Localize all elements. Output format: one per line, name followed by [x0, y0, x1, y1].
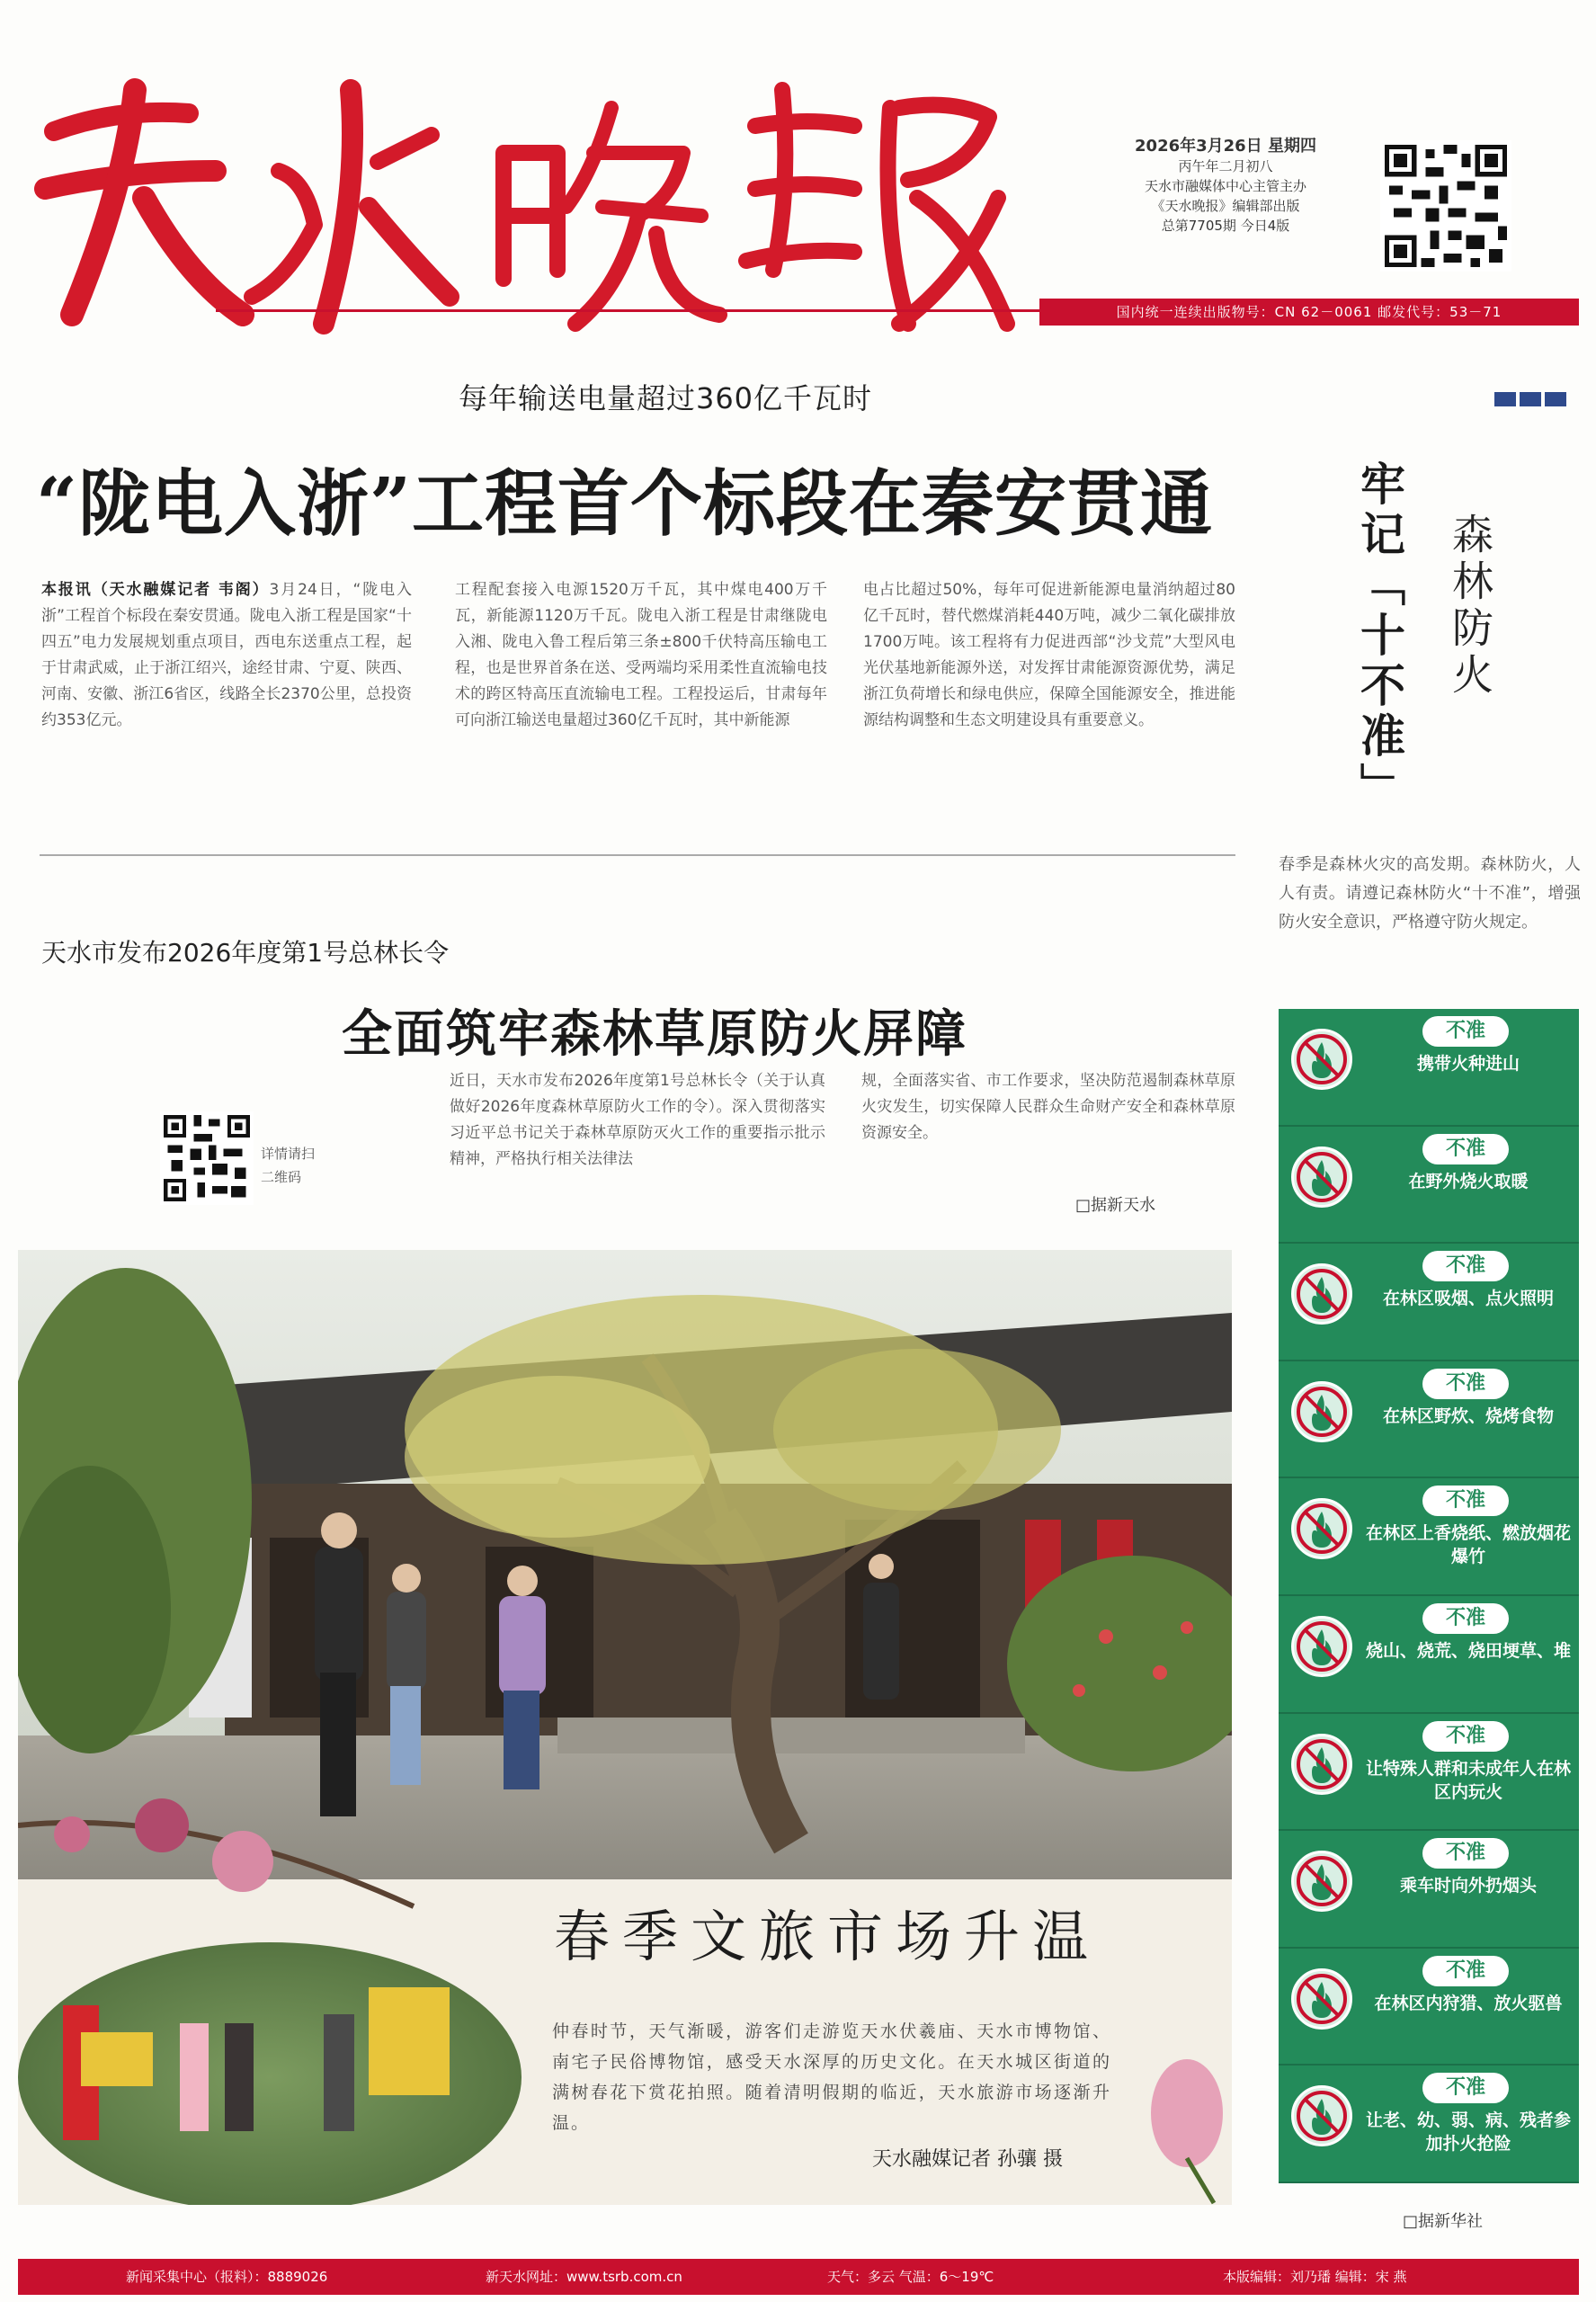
no-fire-icon: [1291, 2085, 1352, 2146]
fire-intro-text: 春季是森林火灾的高发期。森林防火，人人有责。请遵记森林防火“十不准”，增强防火安全意识，严格遵守防火规定。: [1279, 855, 1581, 932]
date-block: [1104, 137, 1347, 236]
fire-rule-item: [1279, 1009, 1579, 1127]
no-fire-icon: [1291, 1263, 1352, 1325]
fire-rules-title: 牢记「十不准」: [1353, 460, 1406, 813]
rule-text: 乘车时向外扔烟头: [1399, 1876, 1537, 1896]
no-fire-icon: [1291, 1029, 1352, 1090]
rule-text: 烧山、烧荒、烧田埂草、堆: [1365, 1641, 1571, 1661]
fire-rule-item: [1279, 1361, 1579, 1479]
second-headline[interactable]: 全面筑牢森林草原防火屏障: [342, 1004, 967, 1064]
rule-divider: [1279, 2182, 1579, 2183]
rule-text: 在野外烧火取暖: [1408, 1171, 1529, 1191]
lead-headline[interactable]: “陇电入浙”工程首个标段在秦安贯通: [36, 461, 1214, 546]
footer-site[interactable]: 新天水网址：www.tsrb.com.cn: [486, 2269, 682, 2285]
second-credit: □据新天水: [1075, 1196, 1156, 1215]
rule-badge: 不准: [1422, 1721, 1509, 1752]
footer-bar: [18, 2259, 1579, 2295]
qr-caption: 详情请扫二维码: [261, 1146, 316, 1185]
corner-dots-ornament: [1494, 392, 1575, 406]
rule-text: 在林区上香烧纸、燃放烟花爆竹: [1365, 1523, 1571, 1567]
rule-badge: 不准: [1422, 1838, 1509, 1869]
fire-rule-item: [1279, 2066, 1579, 2183]
rule-badge: 不准: [1422, 1016, 1509, 1047]
qr-code-icon[interactable]: [158, 1111, 255, 1205]
lunar-date: 丙午年二月初八: [1178, 158, 1273, 174]
photo-headline[interactable]: 春季文旅市场升温: [554, 1904, 1101, 1969]
no-fire-icon: [1291, 1381, 1352, 1442]
no-fire-icon: [1291, 1147, 1352, 1208]
fire-rule-item: [1279, 1127, 1579, 1245]
qr-code-icon[interactable]: [1378, 140, 1514, 272]
no-fire-icon: [1291, 1968, 1352, 2030]
footer-weather: 天气：多云 气温：6～19℃: [827, 2269, 994, 2285]
second-column-1: 近日，天水市发布2026年度第1号总林长令（关于认真做好2026年度森林草原防火工作的令）。深入贯彻落实习近平总书记关于森林草原防灭火工作的重要指示批示精神，严格执行相关法律法: [450, 1072, 825, 1168]
issue-date: 2026年3月26日 星期四: [1135, 137, 1316, 156]
lead-column-1-text: 3月24日，“陇电入浙”工程首个标段在秦安贯通。陇电入浙工程是国家“十四五”电力发展规划重点项目，西电东送重点工程，起于甘肃武威，止于浙江绍兴，途经甘肃、宁夏、陕西、河南、安徽、浙江6省区，线路全长2370公里，总投资约353亿元。: [41, 581, 412, 729]
rule-text: 携带火种进山: [1416, 1054, 1520, 1074]
rule-text: 让特殊人群和未成年人在林区内玩火: [1365, 1758, 1571, 1802]
fire-rule-item: [1279, 1831, 1579, 1949]
no-fire-icon: [1291, 1851, 1352, 1912]
rule-badge: 不准: [1422, 1369, 1509, 1399]
fire-prevention-title: 森林防火: [1446, 513, 1494, 700]
fire-rule-item: [1279, 1244, 1579, 1361]
section-divider: [40, 854, 1235, 856]
fire-rule-item: [1279, 1478, 1579, 1596]
publisher-2: 《天水晚报》编辑部出版: [1151, 198, 1300, 214]
second-column-2: 规，全面落实省、市工作要求，坚决防范遏制森林草原火灾发生，切实保障人民群众生命财产安全和森林草原资源安全。: [861, 1072, 1235, 1142]
rule-badge: 不准: [1422, 1251, 1509, 1281]
fire-rules-credit: □据新华社: [1403, 2212, 1484, 2231]
photo-caption: 仲春时节，天气渐暖，游客们走游览天水伏羲庙、天水市博物馆、南宅子民俗博物馆，感受天水深厚的历史文化。在天水城区街道的满树春花下赏花拍照。随着清明假期的临近，天水旅游市场逐渐升温。: [552, 2021, 1111, 2133]
fire-rules-panel: [1279, 1009, 1579, 2183]
masthead-rule: [216, 309, 1043, 312]
publication-registration-bar: 国内统一连续出版物号：CN 62－0061 邮发代号：53－71: [1039, 299, 1579, 326]
masthead-logo: [18, 54, 1025, 351]
lead-column-3: 电占比超过50%，每年可促进新能源电量消纳超过80亿千瓦时，替代燃煤消耗440万吨，减少二氧化碳排放1700万吨。该工程将有力促进西部“沙戈荒”大型风电光伏基地新能源外送，对发挥甘肃能源资源优势，满足浙江负荷增长和绿电供应，保障全国能源安全，推进能源结构调整和生态文明建设具有重要意义。: [863, 581, 1235, 729]
issue-number: 总第7705期 今日4版: [1161, 218, 1290, 234]
rule-badge: 不准: [1422, 1486, 1509, 1516]
fire-rule-item: [1279, 1714, 1579, 1832]
no-fire-icon: [1291, 1734, 1352, 1795]
photo-credit: 天水融媒记者 孙骧 摄: [872, 2148, 1063, 2171]
footer-editors: 本版编辑：刘乃璠 编辑：宋 燕: [1223, 2269, 1407, 2285]
fire-rule-item: [1279, 1949, 1579, 2066]
rule-badge: 不准: [1422, 1603, 1509, 1634]
footer-hotline: 新闻采集中心（报料）：8889026: [126, 2269, 328, 2285]
lead-kicker: 每年输送电量超过360亿千瓦时: [458, 381, 873, 415]
rule-badge: 不准: [1422, 1956, 1509, 1986]
lead-byline: 本报讯（天水融媒记者 韦阁）: [41, 581, 270, 599]
lead-column-1: [41, 577, 412, 734]
second-kicker: 天水市发布2026年度第1号总林长令: [41, 938, 450, 968]
rule-text: 在林区野炊、烧烤食物: [1382, 1405, 1554, 1426]
fire-rule-item: [1279, 1596, 1579, 1714]
publisher: 天水市融媒体中心主管主办: [1144, 178, 1306, 194]
rule-badge: 不准: [1422, 1134, 1509, 1164]
rule-badge: 不准: [1422, 2073, 1509, 2103]
lead-column-2: 工程配套接入电源1520万千瓦，其中煤电400万千瓦，新能源1120万千瓦。陇电入浙工程是甘肃继陇电入湘、陇电入鲁工程后第三条±800千伏特高压输电工程，也是世界首条在送、受两端均采用柔性直流输电技术的跨区特高压直流输电工程。工程投运后，甘肃每年可向浙江输送电量超过360亿千瓦时，其中新能源: [455, 581, 827, 729]
rule-text: 在林区内狩猎、放火驱兽: [1374, 1993, 1563, 2013]
rule-text: 让老、幼、弱、病、残者参加扑火抢险: [1365, 2110, 1571, 2155]
no-fire-icon: [1291, 1498, 1352, 1559]
no-fire-icon: [1291, 1616, 1352, 1677]
rule-text: 在林区吸烟、点火照明: [1382, 1289, 1554, 1309]
